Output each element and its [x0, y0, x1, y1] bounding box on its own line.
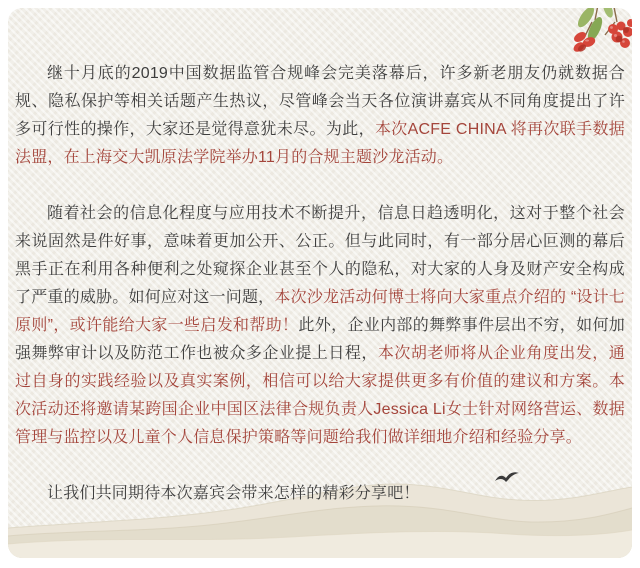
article-body	[8, 8, 632, 508]
text-segment: 让我们共同期待本次嘉宾会带来怎样的精彩分享吧！	[47, 485, 420, 502]
highlight-red-segment: 本次沙龙活动何博士将向大家重点介绍的 “设计七原则”，或许能给大家一些启发和帮助！	[15, 289, 626, 334]
highlight-red-segment: 本次ACFE CHINA 将再次联手数据法盟，在上海交大凯原法学院举办11月的合规主题沙龙活动。	[15, 121, 626, 166]
paragraph-3	[15, 480, 625, 508]
paragraph-2	[15, 200, 625, 452]
highlight-red-segment: 本次胡老师将从企业角度出发，通过自身的实践经验以及真实案例，相信可以给大家提供更多有价值的建议和方案。本次活动还将邀请某跨国企业中国区法律合规负责人Jessica Li女士针对网络营运、数据管理与监控以及儿童个人信息保护策略等问题给我们做详细地介绍和经验分享。	[15, 345, 625, 446]
berry-branch-icon	[568, 8, 632, 62]
text-segment: 随着社会的信息化程度与应用技术不断提升，信息日趋透明化，这对于整个社会来说固然是件好事，意味着更加公开、公正。但与此同时，有一部分居心叵测的幕后黑手正在利用各种便利之处窥探企业甚至个人的隐私，对大家的人身及财产安全构成了严重的威胁。如何应对这一问题，	[15, 205, 625, 306]
paper-card	[8, 8, 632, 558]
text-segment: 继十月底的2019中国数据监管合规峰会完美落幕后，许多新老朋友仍就数据合规、隐私保护等相关话题产生热议，尽管峰会当天各位演讲嘉宾从不同角度提出了许多可行性的操作，大家还是觉得意犹未尽。为此，	[15, 65, 625, 138]
paragraph-1	[15, 60, 625, 172]
text-segment: 此外，企业内部的舞弊事件层出不穷，如何加强舞弊审计以及防范工作也被众多企业提上日程，	[15, 317, 625, 362]
